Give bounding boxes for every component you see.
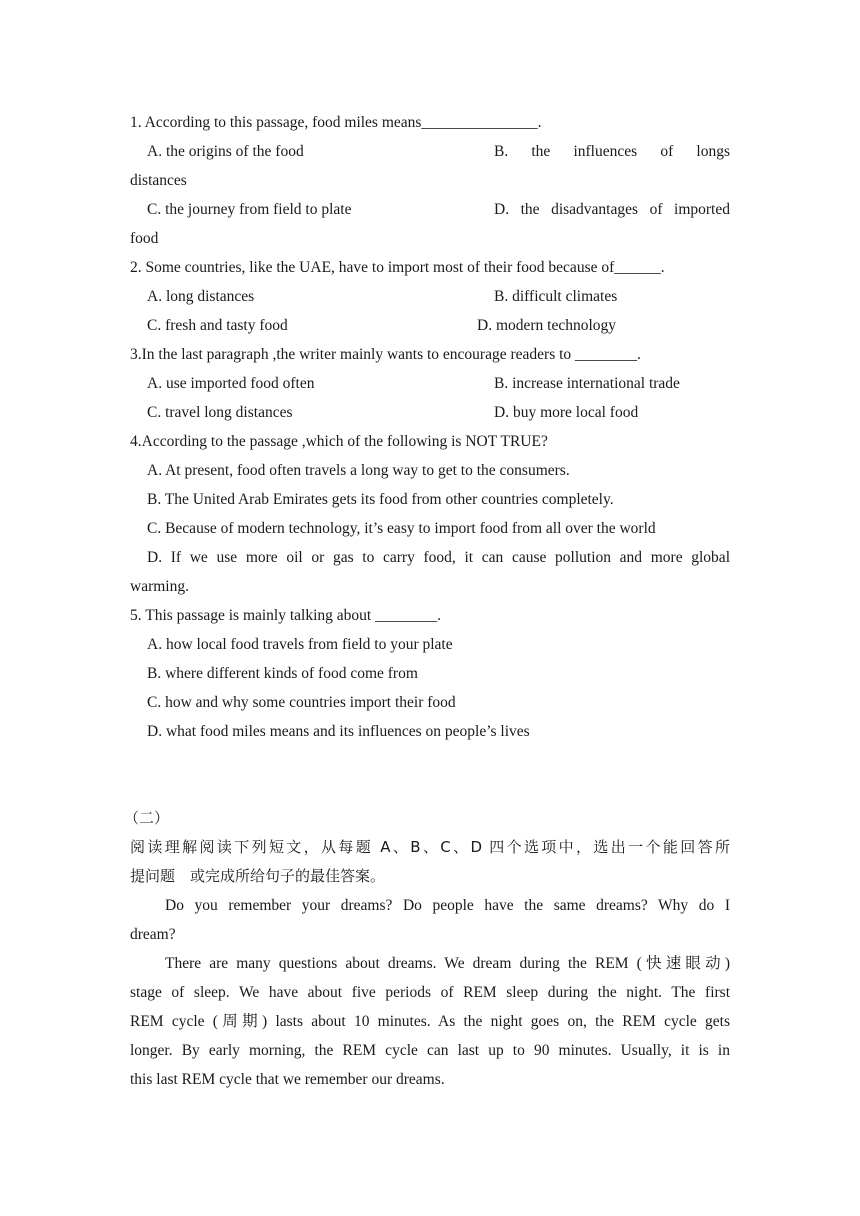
passage-paragraph-2-line-3: REM cycle (周期) lasts about 10 minutes. As the night goes on, the REM cycle gets bbox=[130, 1013, 730, 1030]
question-2-options-ab bbox=[130, 282, 730, 311]
question-2-options-cd bbox=[130, 311, 730, 340]
document-content bbox=[124, 108, 730, 1094]
question-1-option-b: B. the influences of longs bbox=[494, 143, 730, 160]
question-4-option-a: A. At present, food often travels a long way to get to the consumers. bbox=[147, 462, 570, 479]
question-5-option-a: A. how local food travels from field to your plate bbox=[147, 636, 453, 653]
question-2-option-b: B. difficult climates bbox=[494, 288, 618, 305]
question-4-option-d-continued: warming. bbox=[130, 578, 189, 595]
question-4-option-b: B. The United Arab Emirates gets its food from other countries completely. bbox=[147, 491, 614, 508]
question-1-option-d-continued: food bbox=[130, 230, 159, 247]
question-4-option-c: C. Because of modern technology, it’s easy to import food from all over the world bbox=[147, 520, 656, 537]
passage-paragraph-2-line-4: longer. By early morning, the REM cycle can last up to 90 minutes. Usually, it is in bbox=[130, 1042, 730, 1059]
question-2-option-c: C. fresh and tasty food bbox=[147, 317, 288, 334]
question-1-options-ab bbox=[130, 137, 730, 166]
question-3-options-ab bbox=[130, 369, 730, 398]
question-3-option-c: C. travel long distances bbox=[147, 404, 293, 421]
question-1-option-c: C. the journey from field to plate bbox=[147, 201, 352, 218]
question-2-stem: 2. Some countries, like the UAE, have to import most of their food because of______. bbox=[130, 259, 665, 276]
question-3-option-b: B. increase international trade bbox=[494, 375, 680, 392]
question-1-option-d: D. the disadvantages of imported bbox=[494, 201, 730, 218]
question-5-stem: 5. This passage is mainly talking about ________. bbox=[130, 607, 441, 624]
passage-paragraph-2-line-5: this last REM cycle that we remember our dreams. bbox=[130, 1071, 445, 1088]
question-4-stem: 4.According to the passage ,which of the following is NOT TRUE? bbox=[130, 433, 548, 450]
question-5-option-d: D. what food miles means and its influences on people’s lives bbox=[147, 723, 530, 740]
passage-paragraph-1-continued: dream? bbox=[130, 926, 176, 943]
question-1-stem: 1. According to this passage, food miles means_______________. bbox=[130, 114, 542, 131]
question-5-option-b: B. where different kinds of food come from bbox=[147, 665, 418, 682]
passage-paragraph-2-line-2: stage of sleep. We have about five periods of REM sleep during the night. The first bbox=[130, 984, 730, 1001]
section-2-instruction-continued: 提问题 或完成所给句子的最佳答案。 bbox=[130, 867, 386, 885]
passage-paragraph-1: Do you remember your dreams? Do people have the same dreams? Why do I bbox=[165, 897, 730, 914]
question-2-option-d: D. modern technology bbox=[477, 317, 617, 334]
question-4-option-d: D. If we use more oil or gas to carry food, it can cause pollution and more global bbox=[147, 549, 730, 566]
question-1-options-cd bbox=[130, 195, 730, 224]
section-gap bbox=[130, 746, 730, 804]
question-1-option-a: A. the origins of the food bbox=[147, 143, 304, 160]
question-3-option-a: A. use imported food often bbox=[147, 375, 315, 392]
question-5-option-c: C. how and why some countries import their food bbox=[147, 694, 456, 711]
question-3-options-cd bbox=[130, 398, 730, 427]
passage-paragraph-2-line-1: There are many questions about dreams. We dream during the REM (快速眼动) bbox=[165, 955, 730, 972]
question-3-option-d: D. buy more local food bbox=[494, 404, 639, 421]
question-2-option-a: A. long distances bbox=[147, 288, 255, 305]
section-2-heading: （二） bbox=[124, 809, 170, 827]
question-1-option-b-continued: distances bbox=[130, 172, 187, 189]
question-3-stem: 3.In the last paragraph ,the writer mainly wants to encourage readers to ________. bbox=[130, 346, 641, 363]
section-2-instruction: 阅读理解阅读下列短文，从每题 A、B、C、D 四个选项中，选出一个能回答所 bbox=[130, 838, 730, 856]
